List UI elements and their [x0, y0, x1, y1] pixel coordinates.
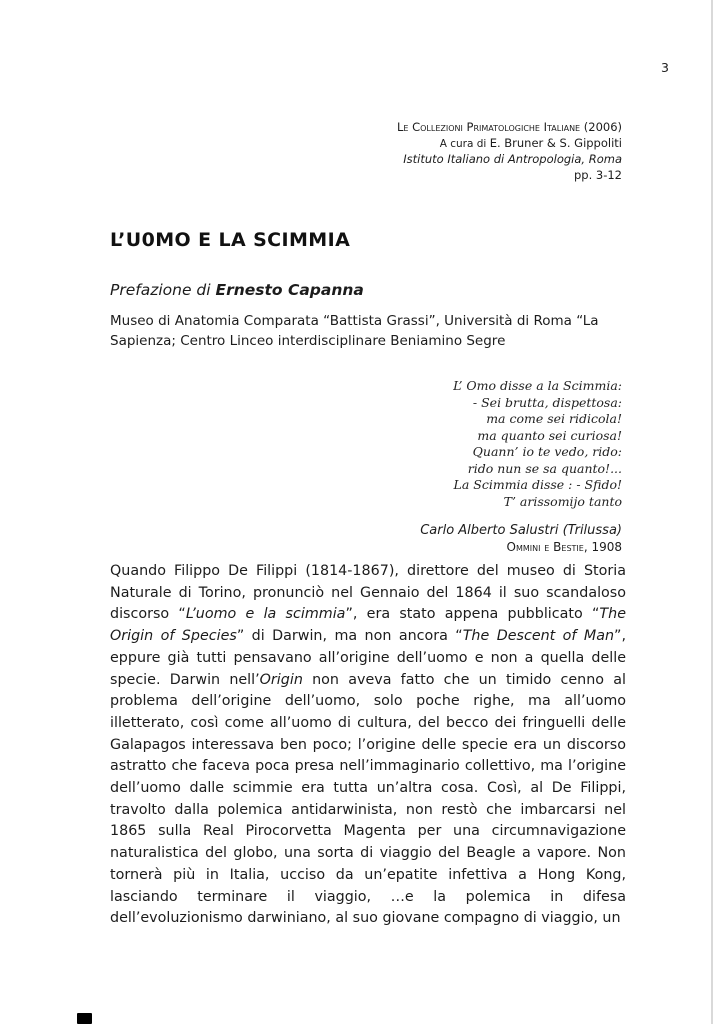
italic-text-run: Origin — [259, 671, 303, 688]
poem-block — [420, 378, 622, 554]
poem-attribution: Carlo Alberto Salustri (Trilussa) — [420, 523, 622, 538]
pages-line: pp. 3-12 — [573, 167, 622, 182]
editors-prefix: A cura di — [439, 137, 490, 150]
body-paragraph — [110, 561, 626, 930]
italic-text-run: L’uomo e la scimmia — [185, 606, 346, 623]
text-run: Quando Filippo De Filippi (1814-1867), direttore del museo di Storia Naturale di Torino, pronunciò nel Gennaio del 1864 il suo scandaloso discorso “ — [110, 563, 626, 623]
italic-text-run: The Descent of Man — [462, 628, 615, 645]
poem-line: ma quanto sei curiosa! — [477, 427, 622, 443]
poem-line: Quann’ io te vedo, rido: — [472, 444, 622, 459]
preface-label: Prefazione di — [110, 281, 216, 299]
poem-line: T’ arissomijo tanto — [503, 493, 622, 509]
poem-line: ma come sei ridicola! — [486, 411, 622, 426]
institute-line: Istituto Italiano di Antropologia, Roma — [403, 152, 622, 166]
preface-author: Ernesto Capanna — [215, 281, 364, 299]
chapter-title: L’U0MO E LA SCIMMIA — [110, 229, 351, 251]
ink-mark-artifact — [77, 1013, 92, 1024]
preface-line — [110, 281, 364, 299]
text-run: ”, eppure già tutti pensavano all’origine dell’uomo e non a quella delle specie. Darwin nell’ — [110, 628, 626, 688]
italic-text-run: The Origin of Species — [110, 606, 626, 645]
page-number: 3 — [661, 60, 669, 75]
publication-header — [397, 120, 622, 183]
poem-line: rido nun se sa quanto!... — [467, 460, 622, 476]
poem-line: L’ Omo disse a la Scimmia: — [453, 378, 622, 393]
affiliation-text: Museo di Anatomia Comparata “Battista Grassi”, Università di Roma “La Sapienza; Centro Linceo interdisciplinare Beniamino Segre — [110, 313, 599, 349]
text-run: ”, era stato appena pubblicato “ — [345, 606, 600, 623]
poem-lines — [420, 378, 622, 510]
editors-names: E. Bruner & S. Gippoliti — [489, 135, 622, 150]
poem-line: - Sei brutta, dispettosa: — [472, 394, 622, 410]
text-run: ” di Darwin, ma non ancora “ — [236, 628, 463, 645]
text-run: non aveva fatto che un timido cenno al problema dell’origine dell’uomo, solo poche righe, ma all’uomo illetterato, così come all’uomo di cultura, del becco dei fringuelli delle Galapagos interessava ben poco; l’origine delle specie era un discorso astratto che faceva poca presa nell’immaginario collettivo, ma l’origine dell’uomo dalle scimmie era tutta un’altra cosa. Così, al De Filippi, travolto dalla polemica antidarwinista, non restò che imbarcarsi nel 1865 sulla Real Pirocorvetta Magenta per una circumnavigazione naturalistica del globo, una sorta di viaggio del Beagle a vapore. Non tornerà più in Italia, ucciso da un’epatite infettiva a Hong Kong, lasciando terminare il viaggio, …e la polemica in difesa dell’evoluzionismo darwiniano, al suo giovane compagno di viaggio, un — [110, 671, 626, 927]
poem-line: La Scimmia disse : - Sfido! — [453, 477, 622, 492]
publication-title-line: Le Collezioni Primatologiche Italiane (2006) — [396, 120, 622, 134]
editors-line — [397, 136, 622, 153]
poem-source: Ommini e Bestie, 1908 — [506, 540, 622, 554]
